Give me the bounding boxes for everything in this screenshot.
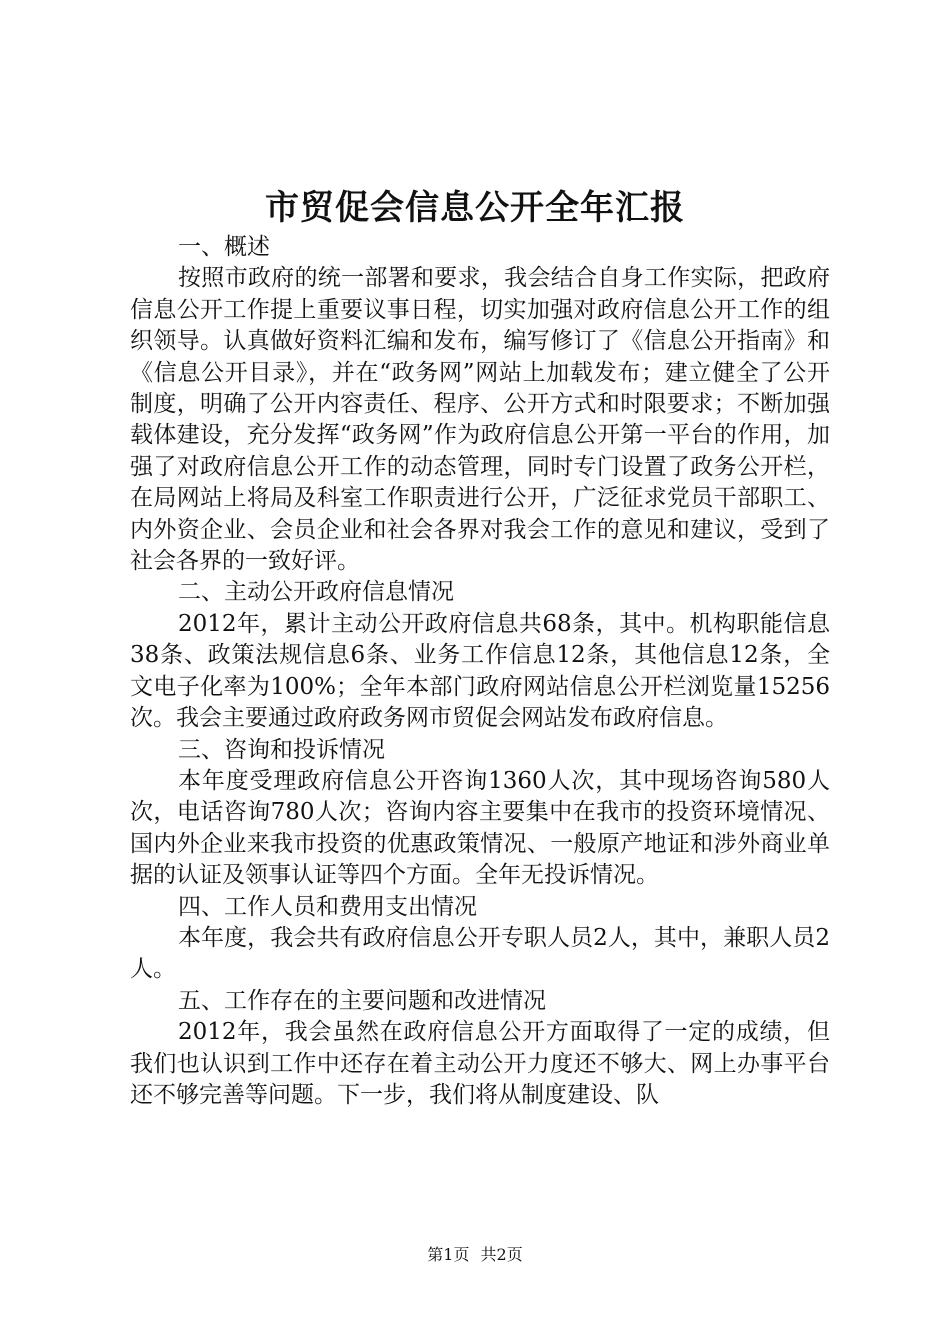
section-heading-proactive-disclosure: 二、主动公开政府信息情况 [178,579,454,606]
section-paragraph-problems-improvements: 2012年，我会虽然在政府信息公开方面取得了一定的成绩，但我们也认识到工作中还存在着主动公开力度还不够大、网上办事平台还不够完善等问题。下一步，我们将从制度建设、队 [130,1019,830,1108]
document-title: 市贸促会信息公开全年汇报 [265,188,685,228]
section-heading-staff-expenses: 四、工作人员和费用支出情况 [178,893,477,920]
section-paragraph-staff-expenses: 本年度，我会共有政府信息公开专职人员2人，其中，兼职人员2人。 [130,924,830,983]
section-heading-inquiries-complaints: 三、咨询和投诉情况 [178,736,385,763]
section-paragraph-proactive-disclosure: 2012年，累计主动公开政府信息共68条，其中。机构职能信息38条、政策法规信息6条、业务工作信息12条，其他信息12条，全文电子化率为100%；全年本部门政府网站信息公开栏浏览量15256次。我会主要通过政府政务网市贸促会网站发布政府信息。 [130,610,830,732]
section-paragraph-overview: 按照市政府的统一部署和要求，我会结合自身工作实际，把政府信息公开工作提上重要议事日程，切实加强对政府信息公开工作的组织领导。认真做好资料汇编和发布，编写修订了《信息公开指南》和《信息公开目录》，并在“政务网”网站上加载发布；建立健全了公开制度，明确了公开内容责任、程序、公开方式和时限要求；不断加强载体建设，充分发挥“政务网”作为政府信息公开第一平台的作用，加强了对政府信息公开工作的动态管理，同时专门设置了政务公开栏，在局网站上将局及科室工作职责进行公开，广泛征求党员干部职工、内外资企业、会员企业和社会各界对我会工作的意见和建议，受到了社会各界的一致好评。 [130,265,830,575]
section-paragraph-inquiries-complaints: 本年度受理政府信息公开咨询1360人次，其中现场咨询580人次，电话咨询780人次；咨询内容主要集中在我市的投资环境情况、国内外企业来我市投资的优惠政策情况、一般原产地证和涉外商业单据的认证及领事认证等四个方面。全年无投诉情况。 [130,767,830,889]
document-body [130,232,830,1111]
page-total: 共2页 [480,1245,523,1264]
section-heading-problems-improvements: 五、工作存在的主要问题和改进情况 [178,987,546,1014]
page-number: 第1页 [427,1245,470,1264]
page-footer [0,1244,950,1266]
section-heading-overview: 一、概述 [178,234,270,260]
